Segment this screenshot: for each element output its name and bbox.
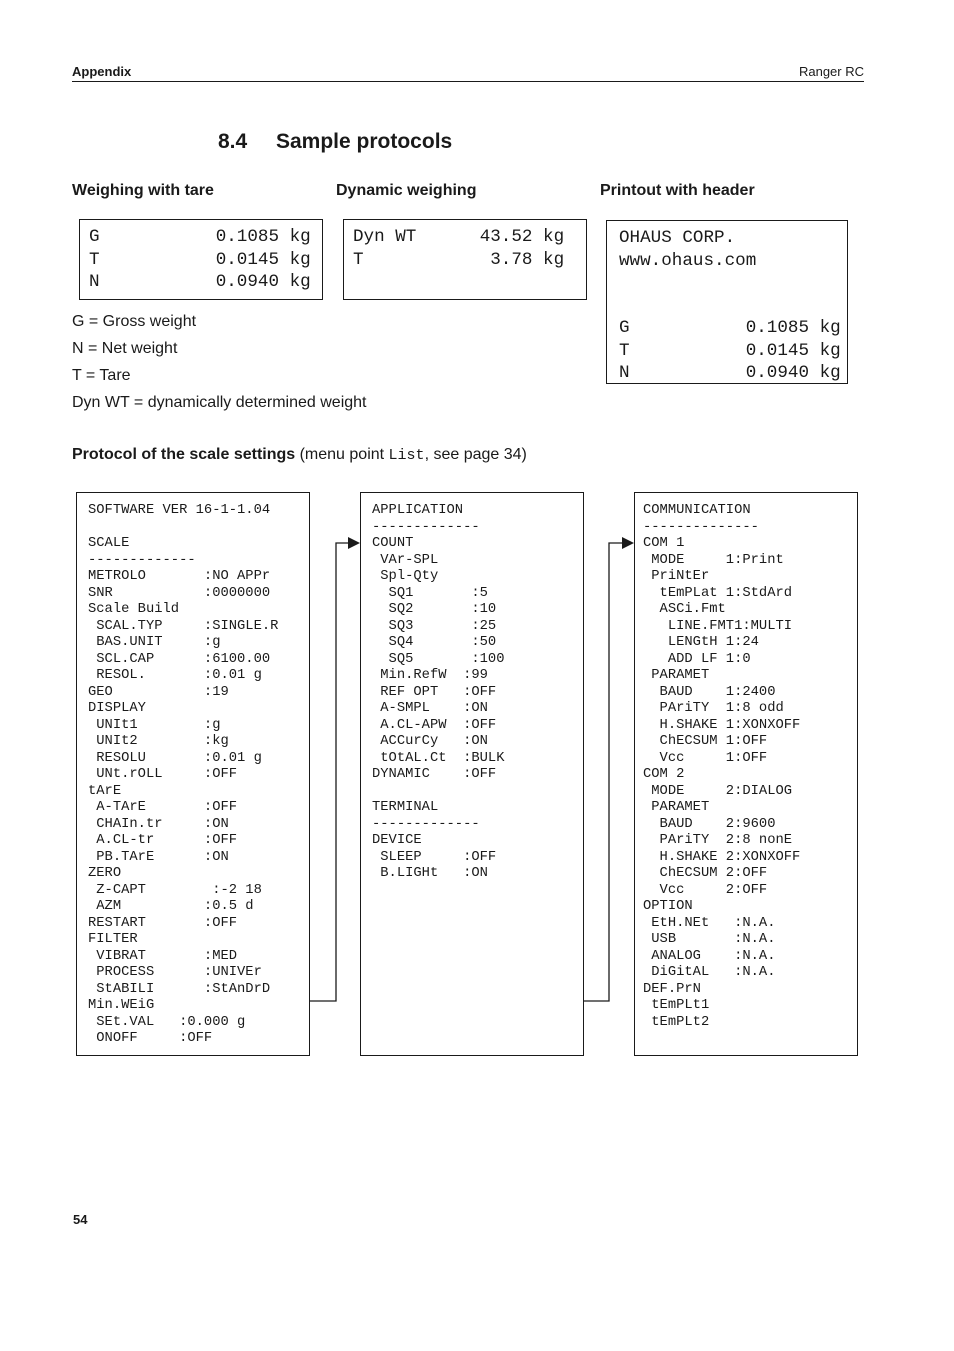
legend-dyn-wt: Dyn WT = dynamically determined weight: [72, 394, 367, 411]
arrow-icon: [622, 537, 634, 549]
legend-gross: G = Gross weight: [72, 313, 197, 330]
heading-dynamic-weighing: Dynamic weighing: [336, 182, 477, 199]
application-settings-list: APPLICATION ------------- COUNT VAr-SPL Spl-Qty SQ1 :5 SQ2 :10 SQ3 :25 SQ4 :50 SQ5 :100 Min.RefW :99 REF OPT :OFF A-SMPL :ON A.CL-APW :OFF ACCurCy :ON tOtAL.Ct :BULK DYNAMIC :OFF TERMINAL ------------- DEVICE SLEEP :OFF B.LIGHt :ON: [372, 503, 505, 881]
protocol-heading-pre: (menu point: [295, 446, 389, 463]
scale-settings-list: SOFTWARE VER 16-1-1.04 SCALE ------------- METROLO :NO APPr SNR :0000000 Scale Build SCAL.TYP :SINGLE.R BAS.UNIT :g SCL.CAP :6100.00 RESOL. :0.01 g GEO :19 DISPLAY UNIt1 :g UNIt2 :kg RESOLU :0.01 g UNt.rOLL :OFF tArE A-TArE :OFF CHAIn.tr :ON A.CL-tr :OFF PB.TArE :ON ZERO Z-CAPT :-2 18 AZM :0.5 d RESTART :OFF FILTER VIBRAT :MED PROCESS :UNIVEr StABILI :StAnDrD Min.WEiG SEt.VAL :0.000 g ONOFF :OFF: [88, 503, 279, 1046]
page-number: 54: [73, 1212, 88, 1227]
tare-printout-lines: G 0.1085 kg T 0.0145 kg N 0.0940 kg: [89, 227, 311, 292]
heading-weighing-with-tare: Weighing with tare: [72, 182, 214, 199]
header-printout-lines: OHAUS CORP. www.ohaus.com G 0.1085 kg T 0.0145 kg N 0.0940 kg: [619, 228, 841, 383]
page-header-product: Ranger RC: [798, 64, 864, 79]
communication-settings-list: COMMUNICATION -------------- COM 1 MODE 1:Print PriNtEr tEmPLat 1:StdArd ASCi.Fmt LINE.FMT1:MULTI LENGtH 1:24 ADD LF 1:0 PARAMET BAUD 1:2400 PAriTY 1:8 odd H.SHAKE 1:XONXOFF ChECSUM 1:OFF Vcc 1:OFF COM 2 MODE 2:DIALOG PARAMET BAUD 2:9600 PAriTY 2:8 nonE H.SHAKE 2:XONXOFF ChECSUM 2:OFF Vcc 2:OFF OPTION EtH.NEt :N.A. USB :N.A. ANALOG :N.A. DiGitAL :N.A. DEF.PrN tEmPLt1 tEmPLt2: [643, 503, 801, 1030]
protocol-heading-bold: Protocol of the scale settings: [72, 446, 296, 463]
protocol-menu-code: List: [388, 447, 425, 464]
arrow-icon: [348, 537, 360, 549]
page-header-section: Appendix: [72, 64, 132, 79]
heading-printout-with-header: Printout with header: [600, 182, 755, 199]
connector-application-to-communication: [584, 543, 624, 1001]
connector-scale-to-application: [310, 543, 350, 1001]
section-title-text: Sample protocols: [276, 130, 453, 153]
section-number: 8.4: [218, 130, 248, 153]
legend-net: N = Net weight: [72, 340, 178, 357]
dynamic-printout-lines: Dyn WT 43.52 kg T 3.78 kg: [353, 227, 565, 270]
protocol-heading-post: , see page 34): [424, 446, 527, 463]
legend-tare: T = Tare: [72, 367, 131, 384]
